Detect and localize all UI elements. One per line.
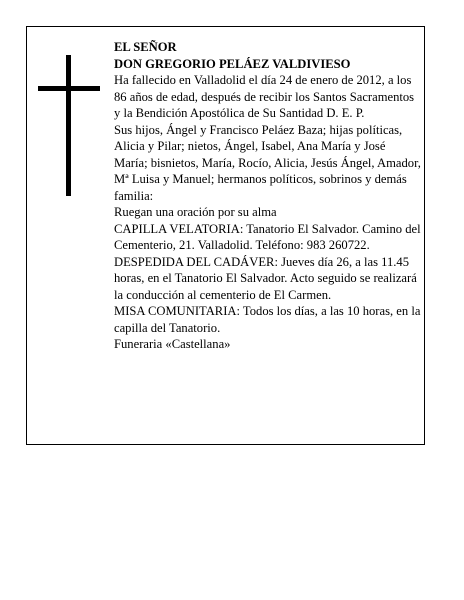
farewell-info: DESPEDIDA DEL CADÁVER: Jueves día 26, a las 11.45 horas, en el Tanatorio El Salvador. Acto seguido se realizará la conducción al cementerio de El Carmen. — [114, 254, 417, 302]
death-announcement: Ha fallecido en Valladolid el día 24 de enero de 2012, a los 86 años de edad, después de recibir los Santos Sacramentos y la Bendición Apostólica de Su Santidad D. E. P. — [114, 73, 415, 120]
family-list: Sus hijos, Ángel y Francisco Peláez Baza; hijas políticas, Alicia y Pilar; nietos, Ángel, Isabel, Ana María y José María; bisnietos, María, Rocío, Alicia, Jesús Ángel, Amador, Mª Luisa y Manuel; hermanos políticos, sobrinos y demás familia: — [114, 122, 421, 203]
cross-vertical-bar — [66, 55, 71, 196]
deceased-name: DON GREGORIO PELÁEZ VALDIVIESO — [114, 56, 351, 71]
mass-info: MISA COMUNITARIA: Todos los días, a las 10 horas, en la capilla del Tanatorio. — [114, 304, 421, 335]
notice-heading: EL SEÑOR — [114, 40, 177, 54]
chapel-info: CAPILLA VELATORIA: Tanatorio El Salvador. Camino del Cementerio, 21. Valladolid. Teléfono: 983 260722. — [114, 221, 421, 252]
notice-body — [114, 39, 422, 353]
funeral-home: Funeraria «Castellana» — [114, 337, 231, 351]
cross-horizontal-bar — [38, 86, 100, 91]
prayer-request: Ruegan una oración por su alma — [114, 205, 277, 219]
